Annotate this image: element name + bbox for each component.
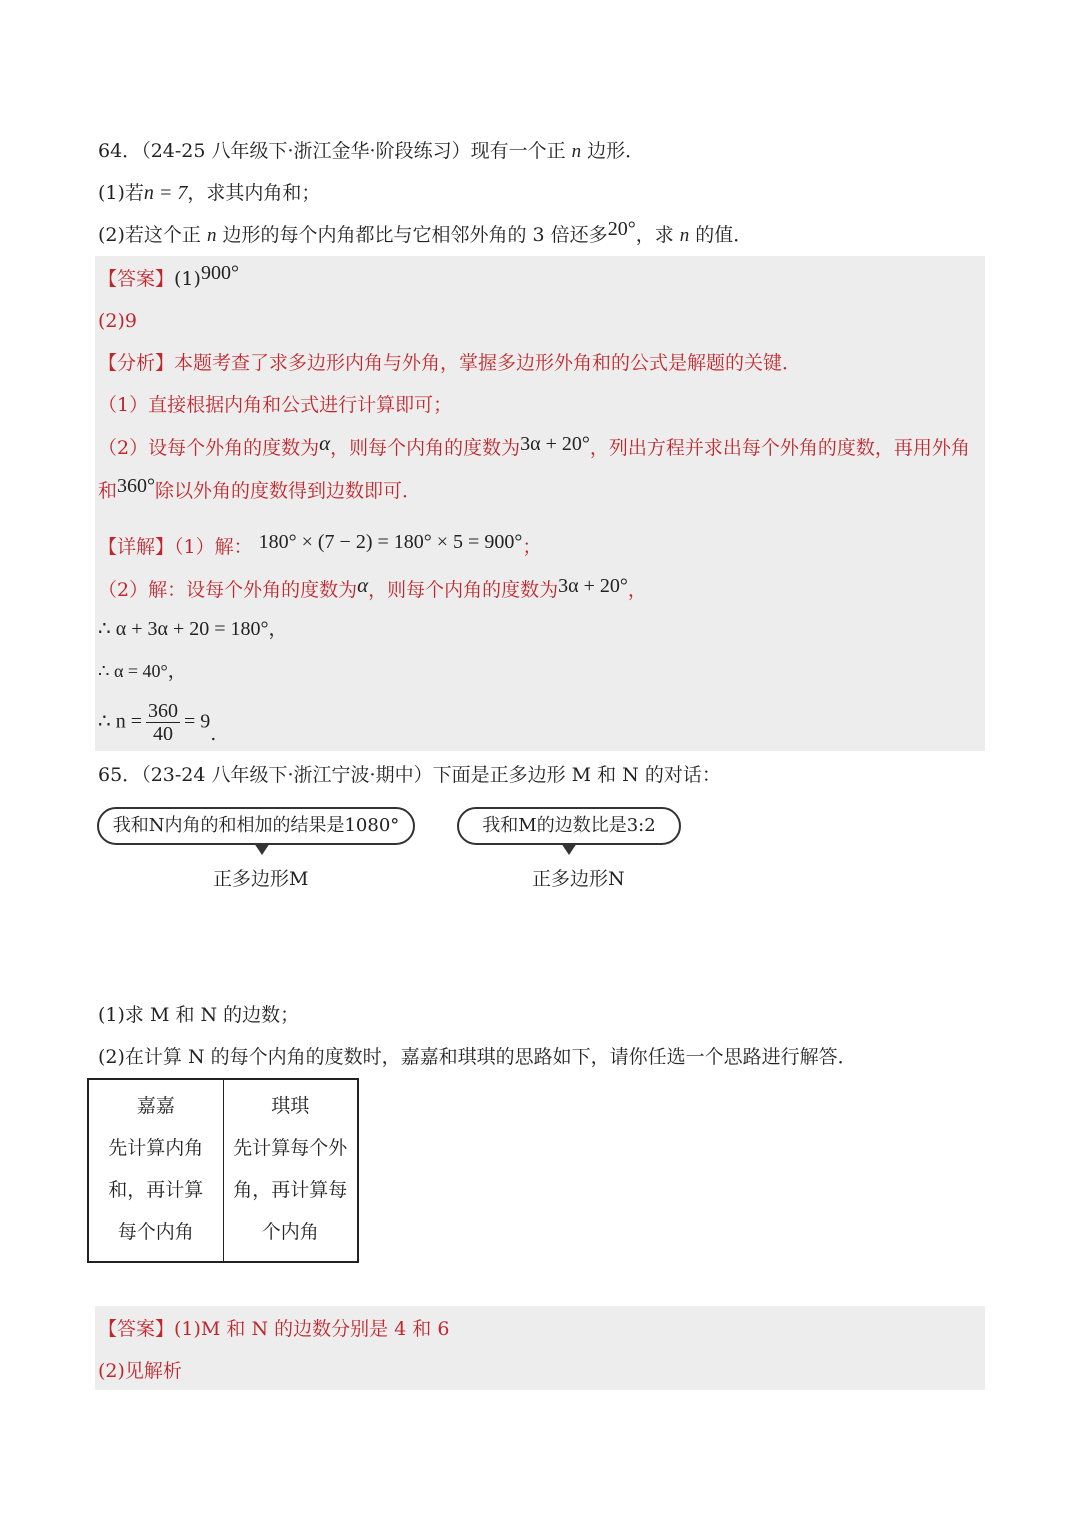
detail-line1 xyxy=(98,531,542,560)
numerator: 360 xyxy=(148,700,179,722)
part-label: (2)若这个正 xyxy=(98,224,207,246)
analysis-tag: 【分析】 xyxy=(98,352,175,374)
answer-value: 900° xyxy=(200,262,239,284)
part-text-end: 的值． xyxy=(689,224,753,246)
step-prefix: ∴ n = xyxy=(98,710,143,733)
answer-64-line2: (2)9 xyxy=(98,310,138,332)
bubble-text: 我和M的边数比是3:2 xyxy=(482,815,656,836)
alpha-symbol: α xyxy=(357,573,369,597)
detail-end: ； xyxy=(522,536,542,558)
stem-text: 下面是正多边形 M 和 N 的对话： xyxy=(432,764,721,786)
analysis-step3 xyxy=(98,475,422,504)
bubble-tail-n xyxy=(561,843,577,855)
step-result: = 9 xyxy=(184,710,211,733)
answer-tag: 【答案】 xyxy=(98,268,175,290)
detail-text: （1）解： xyxy=(174,536,253,558)
denominator: 40 xyxy=(153,723,174,745)
var-n-2: n xyxy=(679,225,690,246)
deg-360: 360° xyxy=(117,475,156,497)
part-text: 边形的每个内角都比与它相邻外角的 3 倍还多 xyxy=(216,224,608,246)
text-c: ，列出方程并求出每个外角的度数，再用外角 xyxy=(589,437,970,459)
answer-65-line1 xyxy=(98,1316,449,1342)
jiajia-cell xyxy=(88,1079,223,1262)
text-b: ，则每个内角的度数为 xyxy=(330,437,521,459)
answer-label: (1) xyxy=(174,268,201,290)
detail-line2 xyxy=(98,573,647,603)
text-b: ，则每个内角的度数为 xyxy=(368,579,559,601)
var-n: n xyxy=(206,225,217,246)
answer-64-line1 xyxy=(98,262,239,292)
detail-equation: 180° × (7 − 2) = 180° × 5 = 900° xyxy=(258,531,523,553)
var-n: n xyxy=(571,141,582,162)
q64-part1 xyxy=(98,180,320,206)
answer-65-line2: (2)见解析 xyxy=(98,1360,182,1382)
step-equation: ∴ α = 40° xyxy=(98,661,168,681)
qiqi-name: 琪琪 xyxy=(271,1095,310,1117)
part-text-2: ，求 xyxy=(635,224,680,246)
analysis-line xyxy=(98,350,801,376)
q64-stem xyxy=(98,138,644,165)
answer-tag: 【答案】 xyxy=(98,1318,175,1340)
label-polygon-m: 正多边形M xyxy=(213,868,309,890)
alpha-symbol: α xyxy=(319,431,331,455)
qiqi-cell xyxy=(223,1079,358,1262)
jiajia-line: 先计算内角 xyxy=(108,1137,204,1159)
jiajia-name: 嘉嘉 xyxy=(136,1095,175,1117)
text-b: 除以外角的度数得到边数即可． xyxy=(155,480,422,502)
label-polygon-n: 正多边形N xyxy=(532,868,625,890)
answer-text: (1)M 和 N 的边数分别是 4 和 6 xyxy=(174,1318,450,1340)
step-end: ， xyxy=(167,660,187,682)
expr-3a-20: 3α + 20° xyxy=(558,575,628,597)
q65-part1: (1)求 M 和 N 的边数； xyxy=(98,1004,300,1026)
speech-bubble-m xyxy=(97,807,415,845)
analysis-step2 xyxy=(98,431,970,461)
jiajia-line: 和，再计算 xyxy=(108,1179,204,1201)
step-equation: ∴ α + 3α + 20 = 180° xyxy=(98,618,269,640)
question-number: 64． xyxy=(98,140,142,162)
jiajia-line: 每个内角 xyxy=(117,1221,194,1243)
detail-tag: 【详解】 xyxy=(98,536,175,558)
qiqi-line: 先计算每个外 xyxy=(233,1137,348,1159)
expr-3a-20: 3α + 20° xyxy=(520,433,590,455)
stem-text: 现有一个正 xyxy=(470,140,572,162)
qiqi-line: 角，再计算每 xyxy=(233,1179,348,1201)
q64-part2 xyxy=(98,218,753,249)
detail-step1 xyxy=(98,616,288,642)
step-end: . xyxy=(210,722,217,745)
analysis-step1: （1）直接根据内角和公式进行计算即可； xyxy=(98,394,453,416)
part-label: (1)若 xyxy=(98,182,144,204)
analysis-text: 本题考查了求多边形内角与外角，掌握多边形外角和的公式是解题的关键． xyxy=(174,352,802,374)
question-source: （24-25 八年级下·浙江金华·阶段练习） xyxy=(141,140,471,162)
detail-step3 xyxy=(98,700,216,745)
degree-value: 20° xyxy=(607,218,636,240)
part-text: ，求其内角和； xyxy=(187,182,321,204)
text-a: 和 xyxy=(98,480,118,502)
question-source: （23-24 八年级下·浙江宁波·期中） xyxy=(141,764,433,786)
detail-step2 xyxy=(98,658,187,684)
question-number: 65． xyxy=(98,764,142,786)
fraction-360-40 xyxy=(146,700,180,745)
text-end: ， xyxy=(627,579,647,601)
text-a: （2）解：设每个外角的度数为 xyxy=(98,579,358,601)
bubble-tail-m xyxy=(254,843,270,855)
qiqi-line: 个内角 xyxy=(261,1221,319,1243)
q65-stem xyxy=(98,762,721,788)
stem-text-end: 边形． xyxy=(581,140,645,162)
bubble-text: 我和N内角的和相加的结果是1080° xyxy=(112,815,400,836)
step-end: ， xyxy=(268,618,288,640)
text-a: （2）设每个外角的度数为 xyxy=(98,437,320,459)
thinking-table xyxy=(87,1078,359,1263)
equation-n7: n = 7 xyxy=(143,182,188,204)
q65-part2: (2)在计算 N 的每个内角的度数时，嘉嘉和琪琪的思路如下，请你任选一个思路进行解答． xyxy=(98,1046,857,1068)
speech-bubble-n xyxy=(457,807,681,845)
